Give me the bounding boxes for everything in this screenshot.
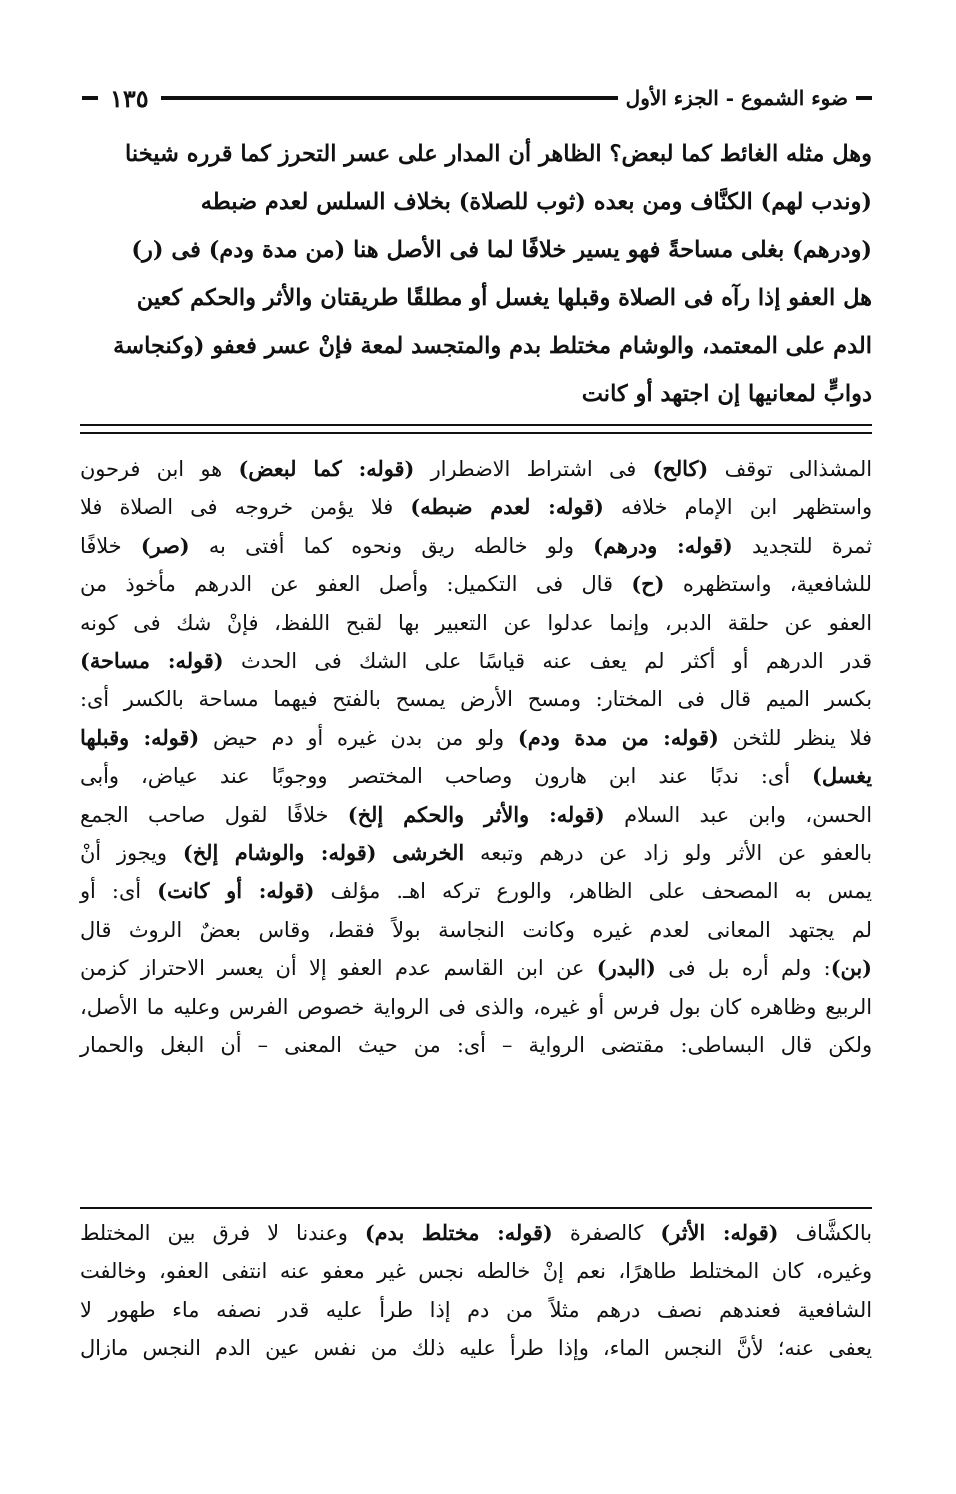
commentary-line: [80, 1252, 872, 1290]
commentary-line: [80, 757, 872, 795]
bold-quote: (قوله: ودرهم): [593, 532, 733, 558]
bold-quote: (قوله: لعدم ضبطه): [410, 494, 604, 520]
bold-quote: الخرشى: [392, 840, 465, 866]
text-run: أى: أو: [80, 879, 158, 904]
text-run: وعندنا لا فرق بين المختلط: [80, 1221, 365, 1245]
commentary-line: [80, 604, 872, 642]
text-run: فلا ينظر للثخن: [718, 725, 872, 750]
text-run: الشافعية فعندهم نصف درهم مثلاً من دم إذا طرأ عليه قدر نصفه ماء طهور لا: [80, 1297, 872, 1322]
commentary-divider: [80, 1207, 872, 1209]
text-run: كالصفرة: [552, 1221, 661, 1245]
commentary-line: [80, 1026, 872, 1064]
bold-quote: (قوله: الأثر): [660, 1220, 779, 1245]
text-run: ولو خالطه ريق ونحوه كما أفتى به: [189, 533, 594, 558]
text-run: [377, 841, 393, 865]
text-run: الحسن، وابن عبد السلام: [604, 802, 872, 827]
commentary-line: [80, 680, 872, 718]
text-run: هو ابن فرحون: [80, 457, 239, 481]
double-divider: [80, 424, 872, 434]
commentary-line: [80, 488, 872, 526]
commentary-line: [80, 565, 872, 603]
text-run: ولو من بدن غيره أو دم حيض: [199, 725, 518, 750]
commentary-line: [80, 642, 872, 680]
bold-quote: (البدر): [596, 955, 656, 981]
text-run: وغيره، كان المختلط طاهرًا، نعم إنْ خالطه نجس غير معفو عنه انتفى العفو، وخالفت: [80, 1259, 872, 1284]
commentary-line: [80, 450, 872, 488]
bold-quote: (صر): [140, 532, 190, 558]
text-run: ويجوز أنْ: [80, 841, 183, 866]
bold-quote: (قوله: من مدة ودم): [517, 724, 719, 750]
bold-quote: (ح): [631, 571, 665, 597]
text-run: قدر الدرهم أو أكثر لم يعف عنه قياسًا على الشك فى الحدث: [223, 649, 872, 674]
commentary-upper: [80, 450, 872, 1065]
bold-quote: (قوله: وقبلها: [80, 724, 200, 750]
text-run: المشذالى توقف: [708, 457, 872, 481]
commentary-line: [80, 949, 872, 987]
commentary-line: [80, 527, 872, 565]
text-run: بالعفو عن الأثر ولو زاد عن درهم وتبعه: [464, 841, 872, 866]
text-run: خلافًا لقول صاحب الجمع: [80, 802, 348, 827]
header-rule: [161, 96, 618, 100]
commentary-line: [80, 1291, 872, 1329]
page-number: ١٣٥: [110, 83, 149, 113]
text-run: بالكشَّاف: [778, 1221, 872, 1245]
commentary-line: [80, 719, 872, 757]
text-run: لم يجتهد المعانى لعدم غيره وكانت النجاسة بولاً فقط، وقاس بعضٌ الروث قال: [80, 917, 872, 942]
commentary-line: [80, 796, 872, 834]
text-run: للشافعية، واستظهره: [664, 572, 872, 597]
commentary-line: [80, 911, 872, 949]
main-line: دوابٍّ لمعانيها إن اجتهد أو كانت: [581, 381, 872, 407]
bold-quote: (قوله: أو كانت): [157, 878, 315, 904]
bold-quote: (قوله: والوشام إلخ): [182, 840, 377, 866]
text-run: ولكن قال البساطى: مقتضى الرواية – أى: من حيث المعنى – أن البغل والحمار: [80, 1033, 872, 1058]
header-dash-right: [856, 96, 872, 100]
commentary-line: [80, 988, 872, 1026]
main-line: (ودرهم) بغلى مساحةً فهو يسير خلافًا لما فى الأصل هنا (من مدة ودم) فى (ر): [131, 237, 872, 263]
commentary-line: [80, 834, 872, 872]
commentary-lower: [80, 1214, 872, 1368]
text-run: العفو عن حلقة الدبر، وإنما عدلوا عن التعبير بها لقبح اللفظ، فإنْ شك فى كونه: [80, 610, 872, 635]
bold-quote: (كالح): [652, 456, 709, 481]
text-run: : ولم أره بل فى: [655, 956, 831, 981]
text-run: يعفى عنه؛ لأنَّ النجس الماء، وإذا طرأ عليه ذلك من نفس عين الدم النجس مازال: [80, 1336, 872, 1361]
text-run: فى اشتراط الاضطرار: [414, 457, 653, 481]
bold-quote: (قوله: مساحة): [80, 648, 224, 674]
text-run: أى: ندبًا عند ابن هارون وصاحب المختصر ووجوبًا عند عياض، وأبى: [80, 764, 813, 789]
bold-quote: (قوله: كما لبعض): [238, 456, 415, 481]
bold-quote: (بن): [830, 955, 872, 981]
commentary-line: [80, 872, 872, 910]
text-run: عن ابن القاسم عدم العفو إلا أن يعسر الاحتراز كزمن: [80, 956, 597, 981]
main-line: الدم على المعتمد، والوشام مختلط بدم والمتجسد لمعة فإنْ عسر فعفو (وكنجاسة: [113, 333, 872, 359]
text-run: خلافًا: [80, 533, 141, 558]
bold-quote: (قوله: مختلط بدم): [364, 1220, 553, 1245]
header-dash-left: [82, 96, 98, 100]
bold-quote: (قوله: والأثر والحكم إلخ): [347, 801, 605, 827]
text-run: ثمرة للتجديد: [732, 533, 872, 558]
page-header: [82, 80, 872, 116]
main-line: وهل مثله الغائط كما لبعض؟ الظاهر أن المدار على عسر التحرز كما قرره شيخنا: [125, 141, 872, 167]
text-run: الربيع وظاهره كان بول فرس أو غيره، والذى فى الرواية خصوص الفرس وعليه ما الأصل،: [80, 994, 872, 1019]
main-line: (وندب لهم) الكنَّاف ومن بعده (ثوب للصلاة) بخلاف السلس لعدم ضبطه: [200, 189, 872, 215]
bold-quote: يغسل): [812, 763, 872, 789]
text-run: واستظهر ابن الإمام خلافه: [603, 495, 872, 520]
main-line: هل العفو إذا رآه فى الصلاة وقبلها يغسل أو مطلقًا طريقتان والأثر والحكم كعين: [136, 285, 872, 311]
main-text: [80, 130, 872, 418]
book-title: ضوء الشموع - الجزء الأول: [625, 86, 848, 110]
commentary-line: [80, 1214, 872, 1252]
text-run: فلا يؤمن خروجه فى الصلاة فلا: [80, 495, 411, 520]
text-run: بكسر الميم قال فى المختار: ومسح الأرض يمسح بالفتح فيهما مساحة بالكسر أى:: [80, 687, 872, 712]
text-run: قال فى التكميل: وأصل العفو عن الدرهم مأخوذ من: [80, 572, 632, 597]
text-run: يمس به المصحف على الظاهر، والورع تركه اهـ. مؤلف: [314, 879, 873, 904]
commentary-line: [80, 1329, 872, 1367]
